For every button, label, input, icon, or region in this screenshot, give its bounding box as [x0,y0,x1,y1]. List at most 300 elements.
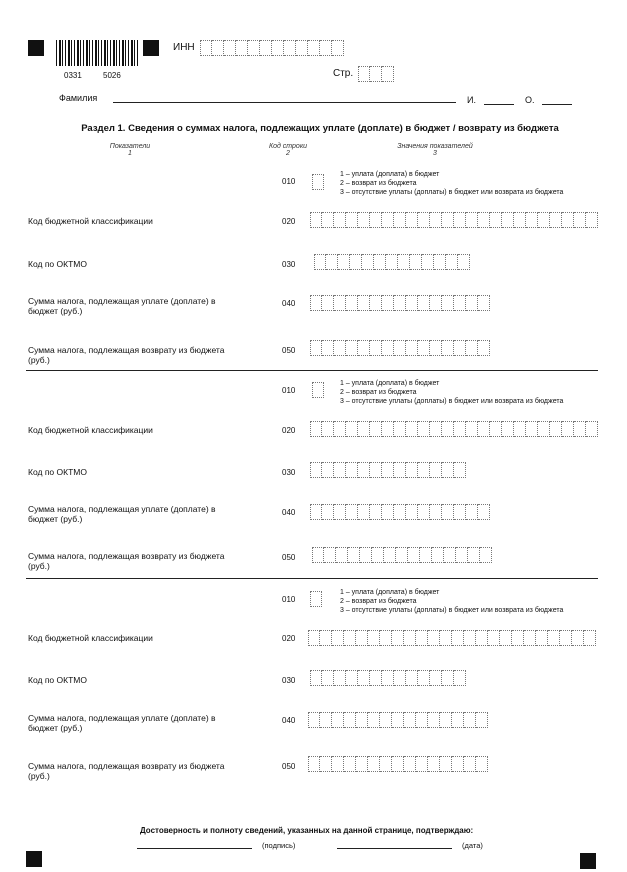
entry-cell[interactable] [420,547,432,563]
block1-kbk-cells[interactable] [310,212,598,228]
entry-cell[interactable] [362,254,374,270]
entry-cell[interactable] [368,712,380,728]
surname-field[interactable] [113,102,456,103]
entry-cell[interactable] [524,630,536,646]
code-050: 050 [282,553,296,562]
entry-cell[interactable] [272,40,284,56]
option-3: 3 – отсутствие уплаты (доплаты) в бюджет или возврата из бюджета [340,398,564,405]
entry-cell[interactable] [430,340,442,356]
initial-o-field[interactable] [542,104,572,105]
column-header-1-num: 1 [128,150,132,157]
signature-caption: (подпись) [262,841,296,850]
entry-cell[interactable] [368,756,380,772]
entry-cell[interactable] [396,547,408,563]
entry-cell[interactable] [380,630,392,646]
block-separator-2 [26,578,598,579]
entry-cell[interactable] [478,340,490,356]
entry-cell[interactable] [224,40,236,56]
entry-cell[interactable] [346,504,358,520]
entry-cell[interactable] [308,712,320,728]
entry-cell[interactable] [428,712,440,728]
entry-cell[interactable] [382,670,394,686]
entry-cell[interactable] [380,712,392,728]
entry-cell[interactable] [332,712,344,728]
entry-cell[interactable] [442,504,454,520]
entry-cell[interactable] [476,712,488,728]
entry-cell[interactable] [350,254,362,270]
entry-cell[interactable] [260,40,272,56]
entry-cell[interactable] [418,212,430,228]
entry-cell[interactable] [384,547,396,563]
entry-cell[interactable] [454,295,466,311]
entry-cell[interactable] [326,254,338,270]
row-label-oktmo: Код по ОКТМО [28,675,87,685]
entry-cell[interactable] [394,212,406,228]
entry-cell[interactable] [466,295,478,311]
entry-cell[interactable] [574,421,586,437]
entry-cell[interactable] [418,421,430,437]
entry-cell[interactable] [404,630,416,646]
entry-cell[interactable] [284,40,296,56]
entry-cell[interactable] [562,421,574,437]
row-label-refund: Сумма налога, подлежащая возврату из бюджета (руб.) [28,345,225,365]
code-030: 030 [282,676,296,685]
page-cells[interactable] [358,66,394,82]
entry-cell[interactable] [360,547,372,563]
code-020: 020 [282,217,296,226]
block1-pay-cells[interactable] [310,295,490,311]
code-030: 030 [282,468,296,477]
entry-cell[interactable] [574,212,586,228]
entry-cell[interactable] [514,212,526,228]
entry-cell[interactable] [466,340,478,356]
entry-cell[interactable] [548,630,560,646]
entry-cell[interactable] [430,212,442,228]
block2-options [340,379,563,406]
entry-cell[interactable] [334,340,346,356]
entry-cell[interactable] [430,462,442,478]
entry-cell[interactable] [418,340,430,356]
entry-cell[interactable] [310,421,322,437]
entry-cell[interactable] [446,254,458,270]
entry-cell[interactable] [550,421,562,437]
entry-cell[interactable] [406,295,418,311]
entry-cell[interactable] [382,421,394,437]
entry-cell[interactable] [406,421,418,437]
entry-cell[interactable] [382,340,394,356]
entry-cell[interactable] [454,340,466,356]
entry-cell[interactable] [406,340,418,356]
entry-cell[interactable] [334,670,346,686]
entry-cell[interactable] [382,295,394,311]
entry-cell[interactable] [428,756,440,772]
option-1: 1 – уплата (доплата) в бюджет [340,380,440,387]
entry-cell[interactable] [502,421,514,437]
block2-refund-cells[interactable] [312,547,492,563]
entry-cell[interactable] [382,66,394,82]
entry-cell[interactable] [310,591,322,607]
entry-cell[interactable] [404,712,416,728]
column-header-2-num: 2 [286,150,290,157]
entry-cell[interactable] [430,421,442,437]
entry-cell[interactable] [586,212,598,228]
entry-cell[interactable] [358,340,370,356]
entry-cell[interactable] [490,212,502,228]
entry-cell[interactable] [488,630,500,646]
entry-cell[interactable] [444,547,456,563]
option-2: 2 – возврат из бюджета [340,598,417,605]
entry-cell[interactable] [406,504,418,520]
entry-cell[interactable] [418,670,430,686]
row-label-oktmo: Код по ОКТМО [28,259,87,269]
entry-cell[interactable] [368,630,380,646]
entry-cell[interactable] [308,630,320,646]
entry-cell[interactable] [478,295,490,311]
entry-cell[interactable] [320,630,332,646]
code-050: 050 [282,346,296,355]
date-field[interactable] [337,848,452,849]
entry-cell[interactable] [478,212,490,228]
entry-cell[interactable] [320,40,332,56]
entry-cell[interactable] [324,547,336,563]
entry-cell[interactable] [310,340,322,356]
entry-cell[interactable] [432,547,444,563]
row-label-oktmo: Код по ОКТМО [28,467,87,477]
entry-cell[interactable] [434,254,446,270]
entry-cell[interactable] [334,212,346,228]
entry-cell[interactable] [538,421,550,437]
entry-cell[interactable] [440,630,452,646]
entry-cell[interactable] [468,547,480,563]
entry-cell[interactable] [346,670,358,686]
entry-cell[interactable] [452,712,464,728]
entry-cell[interactable] [310,504,322,520]
code-040: 040 [282,508,296,517]
entry-cell[interactable] [466,504,478,520]
entry-cell[interactable] [322,295,334,311]
entry-cell[interactable] [464,712,476,728]
entry-cell[interactable] [394,295,406,311]
option-1: 1 – уплата (доплата) в бюджет [340,589,440,596]
entry-cell[interactable] [392,630,404,646]
entry-cell[interactable] [310,295,322,311]
block2-pay-cells[interactable] [310,504,490,520]
option-3: 3 – отсутствие уплаты (доплаты) в бюджет или возврата из бюджета [340,189,564,196]
entry-cell[interactable] [452,756,464,772]
block2-type-cell[interactable] [312,382,324,398]
entry-cell[interactable] [370,462,382,478]
entry-cell[interactable] [374,254,386,270]
row-label-kbk: Код бюджетной классификации [28,633,153,643]
entry-cell[interactable] [348,547,360,563]
entry-cell[interactable] [312,382,324,398]
entry-cell[interactable] [382,462,394,478]
entry-cell[interactable] [334,462,346,478]
block3-refund-cells[interactable] [308,756,488,772]
entry-cell[interactable] [382,212,394,228]
entry-cell[interactable] [416,712,428,728]
entry-cell[interactable] [322,340,334,356]
entry-cell[interactable] [332,40,344,56]
entry-cell[interactable] [466,212,478,228]
entry-cell[interactable] [416,630,428,646]
barcode-number-left: 0331 [64,71,82,80]
entry-cell[interactable] [370,340,382,356]
block1-oktmo-cells[interactable] [314,254,470,270]
code-020: 020 [282,634,296,643]
entry-cell[interactable] [322,504,334,520]
confirmation-statement: Достоверность и полноту сведений, указанных на данной странице, подтверждаю: [140,826,474,835]
entry-cell[interactable] [320,712,332,728]
entry-cell[interactable] [502,212,514,228]
entry-cell[interactable] [358,670,370,686]
entry-cell[interactable] [346,462,358,478]
barcode [56,40,140,66]
entry-cell[interactable] [344,712,356,728]
entry-cell[interactable] [464,756,476,772]
initial-i-field[interactable] [484,104,514,105]
option-2: 2 – возврат из бюджета [340,389,417,396]
entry-cell[interactable] [358,66,370,82]
entry-cell[interactable] [584,630,596,646]
entry-cell[interactable] [440,712,452,728]
entry-cell[interactable] [408,547,420,563]
entry-cell[interactable] [458,254,470,270]
entry-cell[interactable] [386,254,398,270]
entry-cell[interactable] [428,630,440,646]
entry-cell[interactable] [418,504,430,520]
row-label-refund: Сумма налога, подлежащая возврату из бюджета (руб.) [28,761,225,781]
code-050: 050 [282,762,296,771]
code-040: 040 [282,299,296,308]
entry-cell[interactable] [454,670,466,686]
block2-oktmo-cells[interactable] [310,462,466,478]
entry-cell[interactable] [478,421,490,437]
entry-cell[interactable] [370,421,382,437]
entry-cell[interactable] [308,40,320,56]
column-header-1-label: Показатели [109,143,151,150]
column-header-3-label: Значения показателей [397,143,473,150]
entry-cell[interactable] [358,421,370,437]
entry-cell[interactable] [416,756,428,772]
entry-cell[interactable] [358,295,370,311]
entry-cell[interactable] [538,212,550,228]
entry-cell[interactable] [430,504,442,520]
entry-cell[interactable] [442,212,454,228]
entry-cell[interactable] [550,212,562,228]
block3-kbk-cells[interactable] [308,630,596,646]
entry-cell[interactable] [500,630,512,646]
date-caption: (дата) [462,841,483,850]
entry-cell[interactable] [406,212,418,228]
entry-cell[interactable] [312,547,324,563]
entry-cell[interactable] [310,212,322,228]
block3-options [340,588,563,615]
entry-cell[interactable] [394,670,406,686]
entry-cell[interactable] [526,212,538,228]
entry-cell[interactable] [454,462,466,478]
option-1: 1 – уплата (доплата) в бюджет [340,171,440,178]
entry-cell[interactable] [346,421,358,437]
entry-cell[interactable] [370,504,382,520]
entry-cell[interactable] [572,630,584,646]
entry-cell[interactable] [356,712,368,728]
entry-cell[interactable] [248,40,260,56]
entry-cell[interactable] [344,756,356,772]
entry-cell[interactable] [312,174,324,190]
code-020: 020 [282,426,296,435]
initial-o-label: О. [525,95,535,105]
entry-cell[interactable] [464,630,476,646]
entry-cell[interactable] [394,340,406,356]
entry-cell[interactable] [514,421,526,437]
code-040: 040 [282,716,296,725]
entry-cell[interactable] [394,504,406,520]
column-header-values [380,143,490,157]
code-010: 010 [282,386,296,395]
entry-cell[interactable] [212,40,224,56]
entry-cell[interactable] [358,504,370,520]
entry-cell[interactable] [562,212,574,228]
entry-cell[interactable] [356,756,368,772]
row-label-pay: Сумма налога, подлежащая уплате (доплате) в бюджет (руб.) [28,504,216,524]
row-label-refund: Сумма налога, подлежащая возврату из бюджета (руб.) [28,551,225,571]
entry-cell[interactable] [480,547,492,563]
entry-cell[interactable] [442,670,454,686]
column-header-code [258,143,318,157]
entry-cell[interactable] [442,421,454,437]
entry-cell[interactable] [310,462,322,478]
block1-options [340,170,563,197]
entry-cell[interactable] [456,547,468,563]
entry-cell[interactable] [406,670,418,686]
row-label-pay: Сумма налога, подлежащая уплате (доплате) в бюджет (руб.) [28,713,216,733]
entry-cell[interactable] [392,712,404,728]
entry-cell[interactable] [454,504,466,520]
entry-cell[interactable] [398,254,410,270]
entry-cell[interactable] [418,295,430,311]
block1-refund-cells[interactable] [310,340,490,356]
entry-cell[interactable] [370,670,382,686]
entry-cell[interactable] [370,295,382,311]
entry-cell[interactable] [236,40,248,56]
entry-cell[interactable] [310,670,322,686]
entry-cell[interactable] [336,547,348,563]
entry-cell[interactable] [308,756,320,772]
entry-cell[interactable] [338,254,350,270]
entry-cell[interactable] [380,756,392,772]
entry-cell[interactable] [370,66,382,82]
row-label-pay: Сумма налога, подлежащая уплате (доплате) в бюджет (руб.) [28,296,216,316]
entry-cell[interactable] [296,40,308,56]
entry-cell[interactable] [358,462,370,478]
entry-cell[interactable] [476,756,488,772]
block1-type-cell[interactable] [312,174,324,190]
code-030: 030 [282,260,296,269]
entry-cell[interactable] [322,670,334,686]
entry-cell[interactable] [422,254,434,270]
entry-cell[interactable] [406,462,418,478]
entry-cell[interactable] [394,462,406,478]
entry-cell[interactable] [512,630,524,646]
entry-cell[interactable] [430,670,442,686]
barcode-number-right: 5026 [103,71,121,80]
block3-pay-cells[interactable] [308,712,488,728]
entry-cell[interactable] [314,254,326,270]
entry-cell[interactable] [404,756,416,772]
entry-cell[interactable] [442,340,454,356]
entry-cell[interactable] [334,295,346,311]
corner-marker-bottom-right [580,853,596,869]
block3-type-cell[interactable] [310,591,322,607]
page-label: Стр. [333,68,354,79]
entry-cell[interactable] [334,504,346,520]
entry-cell[interactable] [442,295,454,311]
option-3: 3 – отсутствие уплаты (доплаты) в бюджет или возврата из бюджета [340,607,564,614]
corner-marker-top-left [28,40,44,56]
entry-cell[interactable] [490,421,502,437]
entry-cell[interactable] [346,212,358,228]
entry-cell[interactable] [476,630,488,646]
surname-label: Фамилия [59,93,98,103]
entry-cell[interactable] [372,547,384,563]
entry-cell[interactable] [346,295,358,311]
entry-cell[interactable] [410,254,422,270]
entry-cell[interactable] [322,421,334,437]
entry-cell[interactable] [320,756,332,772]
entry-cell[interactable] [200,40,212,56]
entry-cell[interactable] [322,212,334,228]
entry-cell[interactable] [344,630,356,646]
entry-cell[interactable] [392,756,404,772]
option-2: 2 – возврат из бюджета [340,180,417,187]
entry-cell[interactable] [370,212,382,228]
entry-cell[interactable] [382,504,394,520]
entry-cell[interactable] [356,630,368,646]
entry-cell[interactable] [454,212,466,228]
entry-cell[interactable] [536,630,548,646]
entry-cell[interactable] [332,756,344,772]
entry-cell[interactable] [526,421,538,437]
section-title: Раздел 1. Сведения о суммах налога, подлежащих уплате (доплате) в бюджет / возврату из бюджета [81,123,559,134]
entry-cell[interactable] [358,212,370,228]
entry-cell[interactable] [332,630,344,646]
entry-cell[interactable] [334,421,346,437]
entry-cell[interactable] [346,340,358,356]
block2-kbk-cells[interactable] [310,421,598,437]
entry-cell[interactable] [430,295,442,311]
entry-cell[interactable] [440,756,452,772]
column-header-indicators [100,143,160,157]
block3-oktmo-cells[interactable] [310,670,466,686]
entry-cell[interactable] [452,630,464,646]
signature-field[interactable] [137,848,252,849]
entry-cell[interactable] [442,462,454,478]
inn-cells[interactable] [200,40,344,56]
entry-cell[interactable] [394,421,406,437]
entry-cell[interactable] [586,421,598,437]
code-010: 010 [282,177,296,186]
column-header-3-num: 3 [433,150,437,157]
corner-marker-bottom-left [26,851,42,867]
initial-i-label: И. [467,95,476,105]
entry-cell[interactable] [418,462,430,478]
entry-cell[interactable] [322,462,334,478]
entry-cell[interactable] [478,504,490,520]
entry-cell[interactable] [466,421,478,437]
entry-cell[interactable] [454,421,466,437]
entry-cell[interactable] [560,630,572,646]
